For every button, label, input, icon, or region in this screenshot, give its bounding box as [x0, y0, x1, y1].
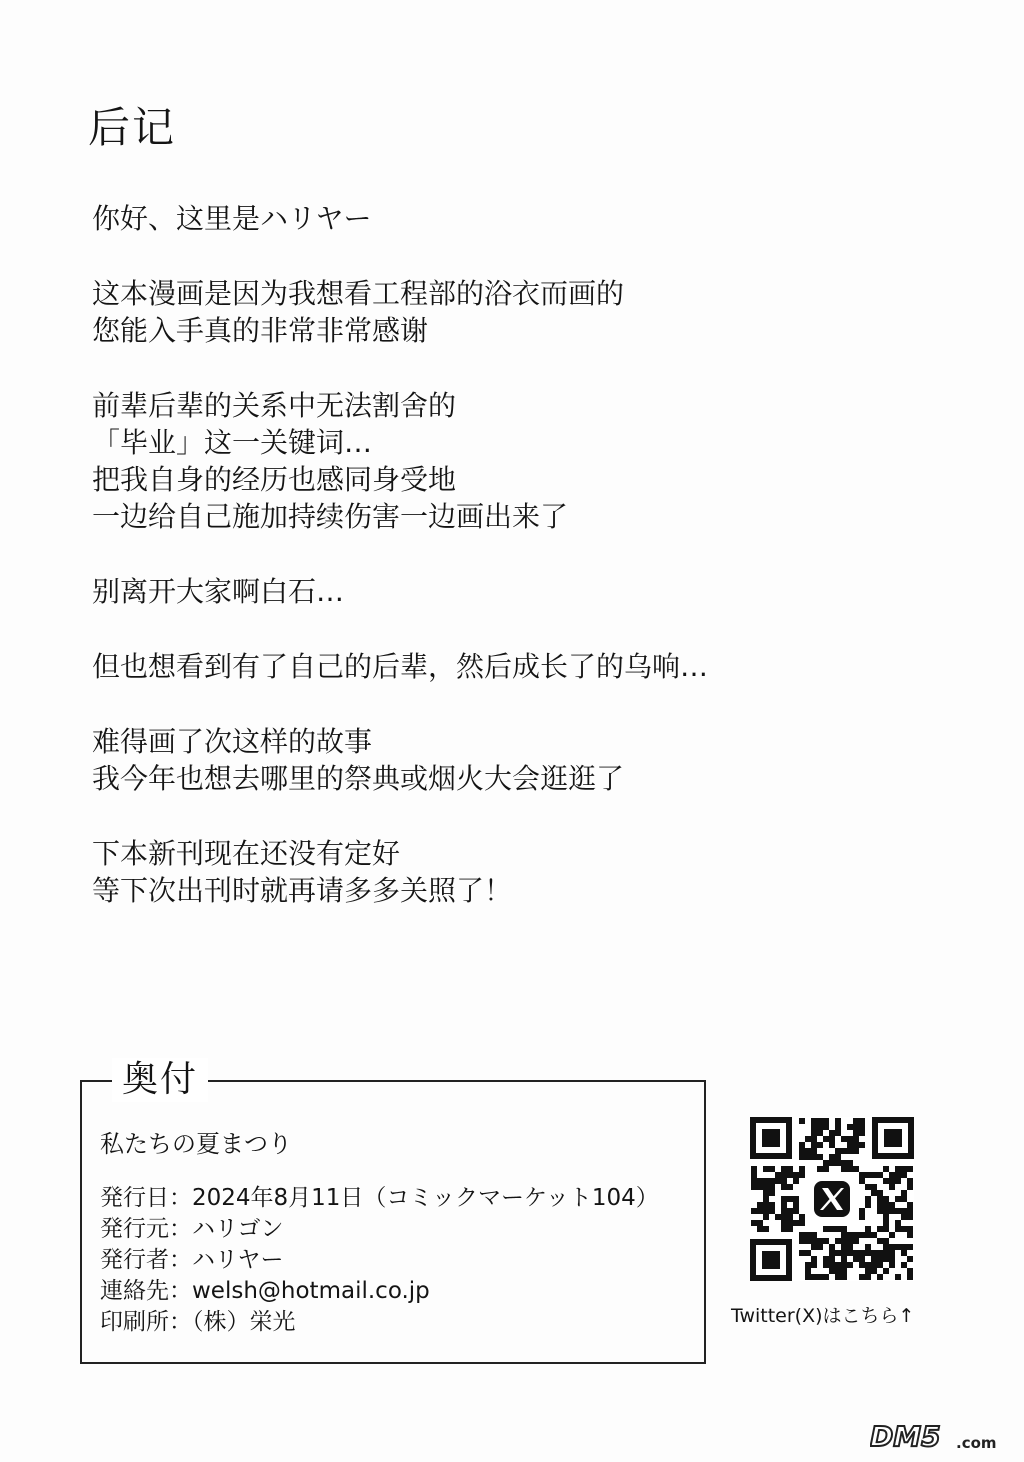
paragraph: [92, 648, 892, 685]
site-watermark-logo: [870, 1418, 1010, 1454]
qr-caption: Twitter(X)はこちら↑: [731, 1305, 915, 1327]
text-line: 把我自身的经历也感同身受地: [92, 463, 457, 496]
x-logo-icon: [811, 1178, 853, 1220]
svg-text:.com: .com: [956, 1434, 997, 1452]
paragraph: [92, 200, 892, 237]
text-line: 但也想看到有了自己的后辈，然后成长了的乌响…: [92, 650, 709, 683]
svg-text:DM5: DM5: [870, 1420, 941, 1453]
paragraph: [92, 387, 892, 535]
text-line: 你好、这里是ハリヤー: [92, 202, 372, 235]
printer-row: 印刷所：（株）栄光: [100, 1309, 296, 1335]
paragraph: [92, 835, 892, 909]
text-line: 前辈后辈的关系中无法割舍的: [92, 389, 457, 422]
text-line: 别离开大家啊白石…: [92, 575, 345, 608]
colophon-heading: 奥付: [112, 1058, 208, 1102]
paragraph: [92, 275, 892, 349]
text-line: 「毕业」这一关键词…: [92, 426, 373, 459]
paragraph: [92, 573, 892, 610]
publish-date-row: 発行日：2024年8月11日（コミックマーケット104）: [100, 1185, 659, 1211]
text-line: 等下次出刊时就再请多多关照了！: [92, 874, 513, 907]
twitter-qr-code[interactable]: [750, 1117, 914, 1281]
publisher-row: 発行元：ハリゴン: [100, 1216, 284, 1242]
contact-row: 連絡先：welsh@hotmail.co.jp: [100, 1278, 430, 1304]
text-line: 难得画了次这样的故事: [92, 725, 373, 758]
text-line: 这本漫画是因为我想看工程部的浴衣而画的: [92, 277, 625, 310]
text-line: 我今年也想去哪里的祭典或烟火大会逛逛了: [92, 762, 625, 795]
page-title: 后记: [88, 103, 177, 152]
issuer-row: 発行者：ハリヤー: [100, 1247, 284, 1273]
afterword-body: [92, 200, 892, 947]
colophon-info: [100, 1183, 659, 1338]
paragraph: [92, 723, 892, 797]
text-line: 下本新刊现在还没有定好: [92, 837, 401, 870]
book-title: 私たちの夏まつり: [100, 1130, 292, 1158]
text-line: 一边给自己施加持续伤害一边画出来了: [92, 500, 569, 533]
text-line: 您能入手真的非常非常感谢: [92, 314, 429, 347]
